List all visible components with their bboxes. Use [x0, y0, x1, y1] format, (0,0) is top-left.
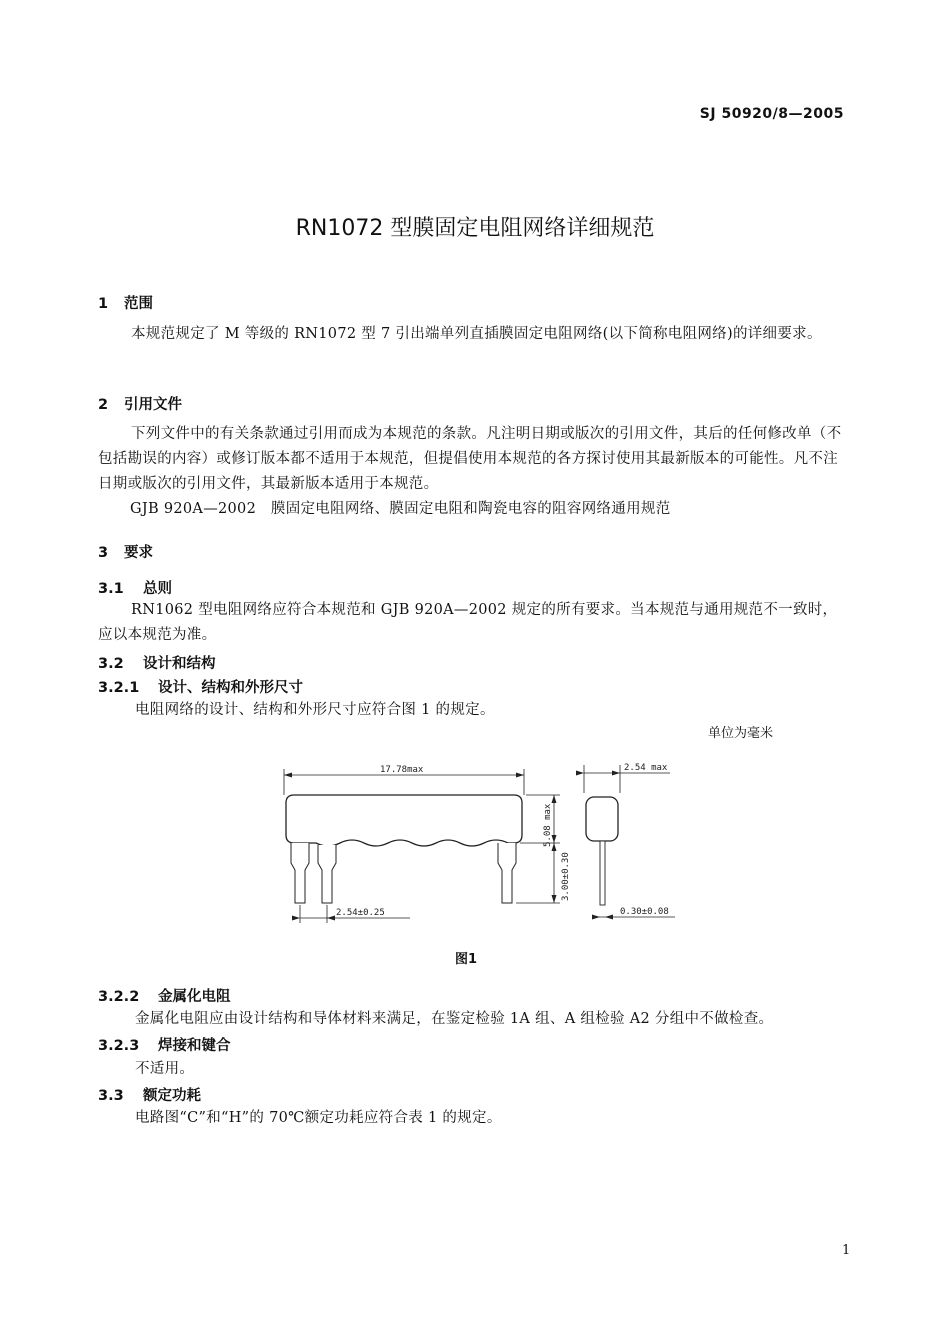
dim-thickness-label: 2.54 max	[624, 763, 668, 773]
dim-height-label: 5.08 max	[543, 803, 553, 847]
lead-pin	[318, 845, 336, 903]
dim-pitch-label: 2.54±0.25	[336, 908, 385, 918]
arrow-icon	[552, 795, 557, 803]
dim-lead-thickness-label: 0.30±0.08	[620, 907, 669, 917]
section-number: 3.2.1	[98, 680, 140, 696]
section-number: 2	[98, 397, 109, 413]
section-title: 额定功耗	[143, 1088, 201, 1104]
page-number: 1	[842, 1243, 851, 1258]
arrow-icon	[592, 915, 600, 920]
arrow-icon	[516, 773, 524, 778]
section-1-paragraph: 本规范规定了 M 等级的 RN1072 型 7 引出端单列直插膜固定电阻网络(以下简称电阻网络)的详细要求。	[131, 326, 822, 342]
section-3-2-3-paragraph: 不适用。	[135, 1061, 195, 1077]
section-1-heading	[98, 292, 153, 313]
section-number: 3.2	[98, 656, 124, 672]
section-3-2-heading	[98, 652, 216, 673]
section-number: 3.2.3	[98, 1038, 140, 1054]
section-3-1-heading	[98, 577, 172, 598]
section-3-2-2-paragraph: 金属化电阻应由设计结构和导体材料来满足，在鉴定检验 1A 组、A 组检验 A2 分组中不做检查。	[135, 1011, 774, 1027]
section-3-3-paragraph: 电路图“C”和“H”的 70℃额定功耗应符合表 1 的规定。	[135, 1110, 502, 1126]
section-title: 金属化电阻	[158, 989, 231, 1005]
section-3-2-3-heading	[98, 1034, 231, 1055]
section-3-3-heading	[98, 1084, 201, 1105]
section-number: 1	[98, 296, 109, 312]
section-2-heading	[98, 393, 182, 414]
section-title: 焊接和键合	[158, 1038, 231, 1054]
section-3-2-1-heading	[98, 676, 303, 697]
section-3-2-2-heading	[98, 985, 231, 1006]
section-title: 设计、结构和外形尺寸	[158, 680, 303, 696]
dim-length-label: 17.78max	[380, 765, 424, 775]
figure-1-drawing	[270, 755, 690, 935]
figure-caption: 图1	[455, 952, 478, 967]
arrow-icon	[552, 895, 557, 903]
section-2-paragraph: 下列文件中的有关条款通过引用而成为本规范的条款。凡注明日期或版次的引用文件，其后的任何修改单（不包括勘误的内容）或修订版本都不适用于本规范，但提倡使用本规范的各方探讨使用其最新版本的可能性。凡不注日期或版次的引用文件，其最新版本适用于本规范。	[98, 426, 842, 492]
page-title: RN1072 型膜固定电阻网络详细规范	[295, 216, 655, 241]
dim-lead-length-label: 3.00±0.30	[561, 852, 571, 901]
arrow-icon	[605, 915, 613, 920]
arrow-icon	[284, 773, 292, 778]
arrow-icon	[576, 771, 584, 776]
section-title: 要求	[124, 545, 153, 561]
lead-pin	[291, 843, 309, 903]
document-code: SJ 50920/8—2005	[699, 106, 844, 122]
section-title: 总则	[143, 581, 172, 597]
section-title: 引用文件	[124, 397, 182, 413]
section-number: 3.2.2	[98, 989, 140, 1005]
reference-document: GJB 920A—2002 膜固定电阻网络、膜固定电阻和陶瓷电容的阻容网络通用规范	[130, 501, 671, 517]
section-3-1-paragraph: RN1062 型电阻网络应符合本规范和 GJB 920A—2002 规定的所有要求。当本规范与通用规范不一致时，应以本规范为准。	[98, 602, 838, 643]
section-3-2-1-paragraph: 电阻网络的设计、结构和外形尺寸应符合图 1 的规定。	[135, 702, 495, 718]
section-number: 3.1	[98, 581, 124, 597]
section-title: 设计和结构	[143, 656, 216, 672]
unit-note: 单位为毫米	[708, 726, 774, 741]
arrow-icon	[327, 916, 335, 921]
lead-pin	[498, 843, 516, 903]
section-title: 范围	[124, 296, 153, 312]
section-3-heading	[98, 541, 153, 562]
side-view-body	[586, 797, 618, 841]
arrow-icon	[612, 771, 620, 776]
section-number: 3	[98, 545, 109, 561]
section-number: 3.3	[98, 1088, 124, 1104]
resistor-network-body	[286, 795, 522, 846]
arrow-icon	[292, 916, 300, 921]
side-view-lead	[600, 841, 605, 905]
